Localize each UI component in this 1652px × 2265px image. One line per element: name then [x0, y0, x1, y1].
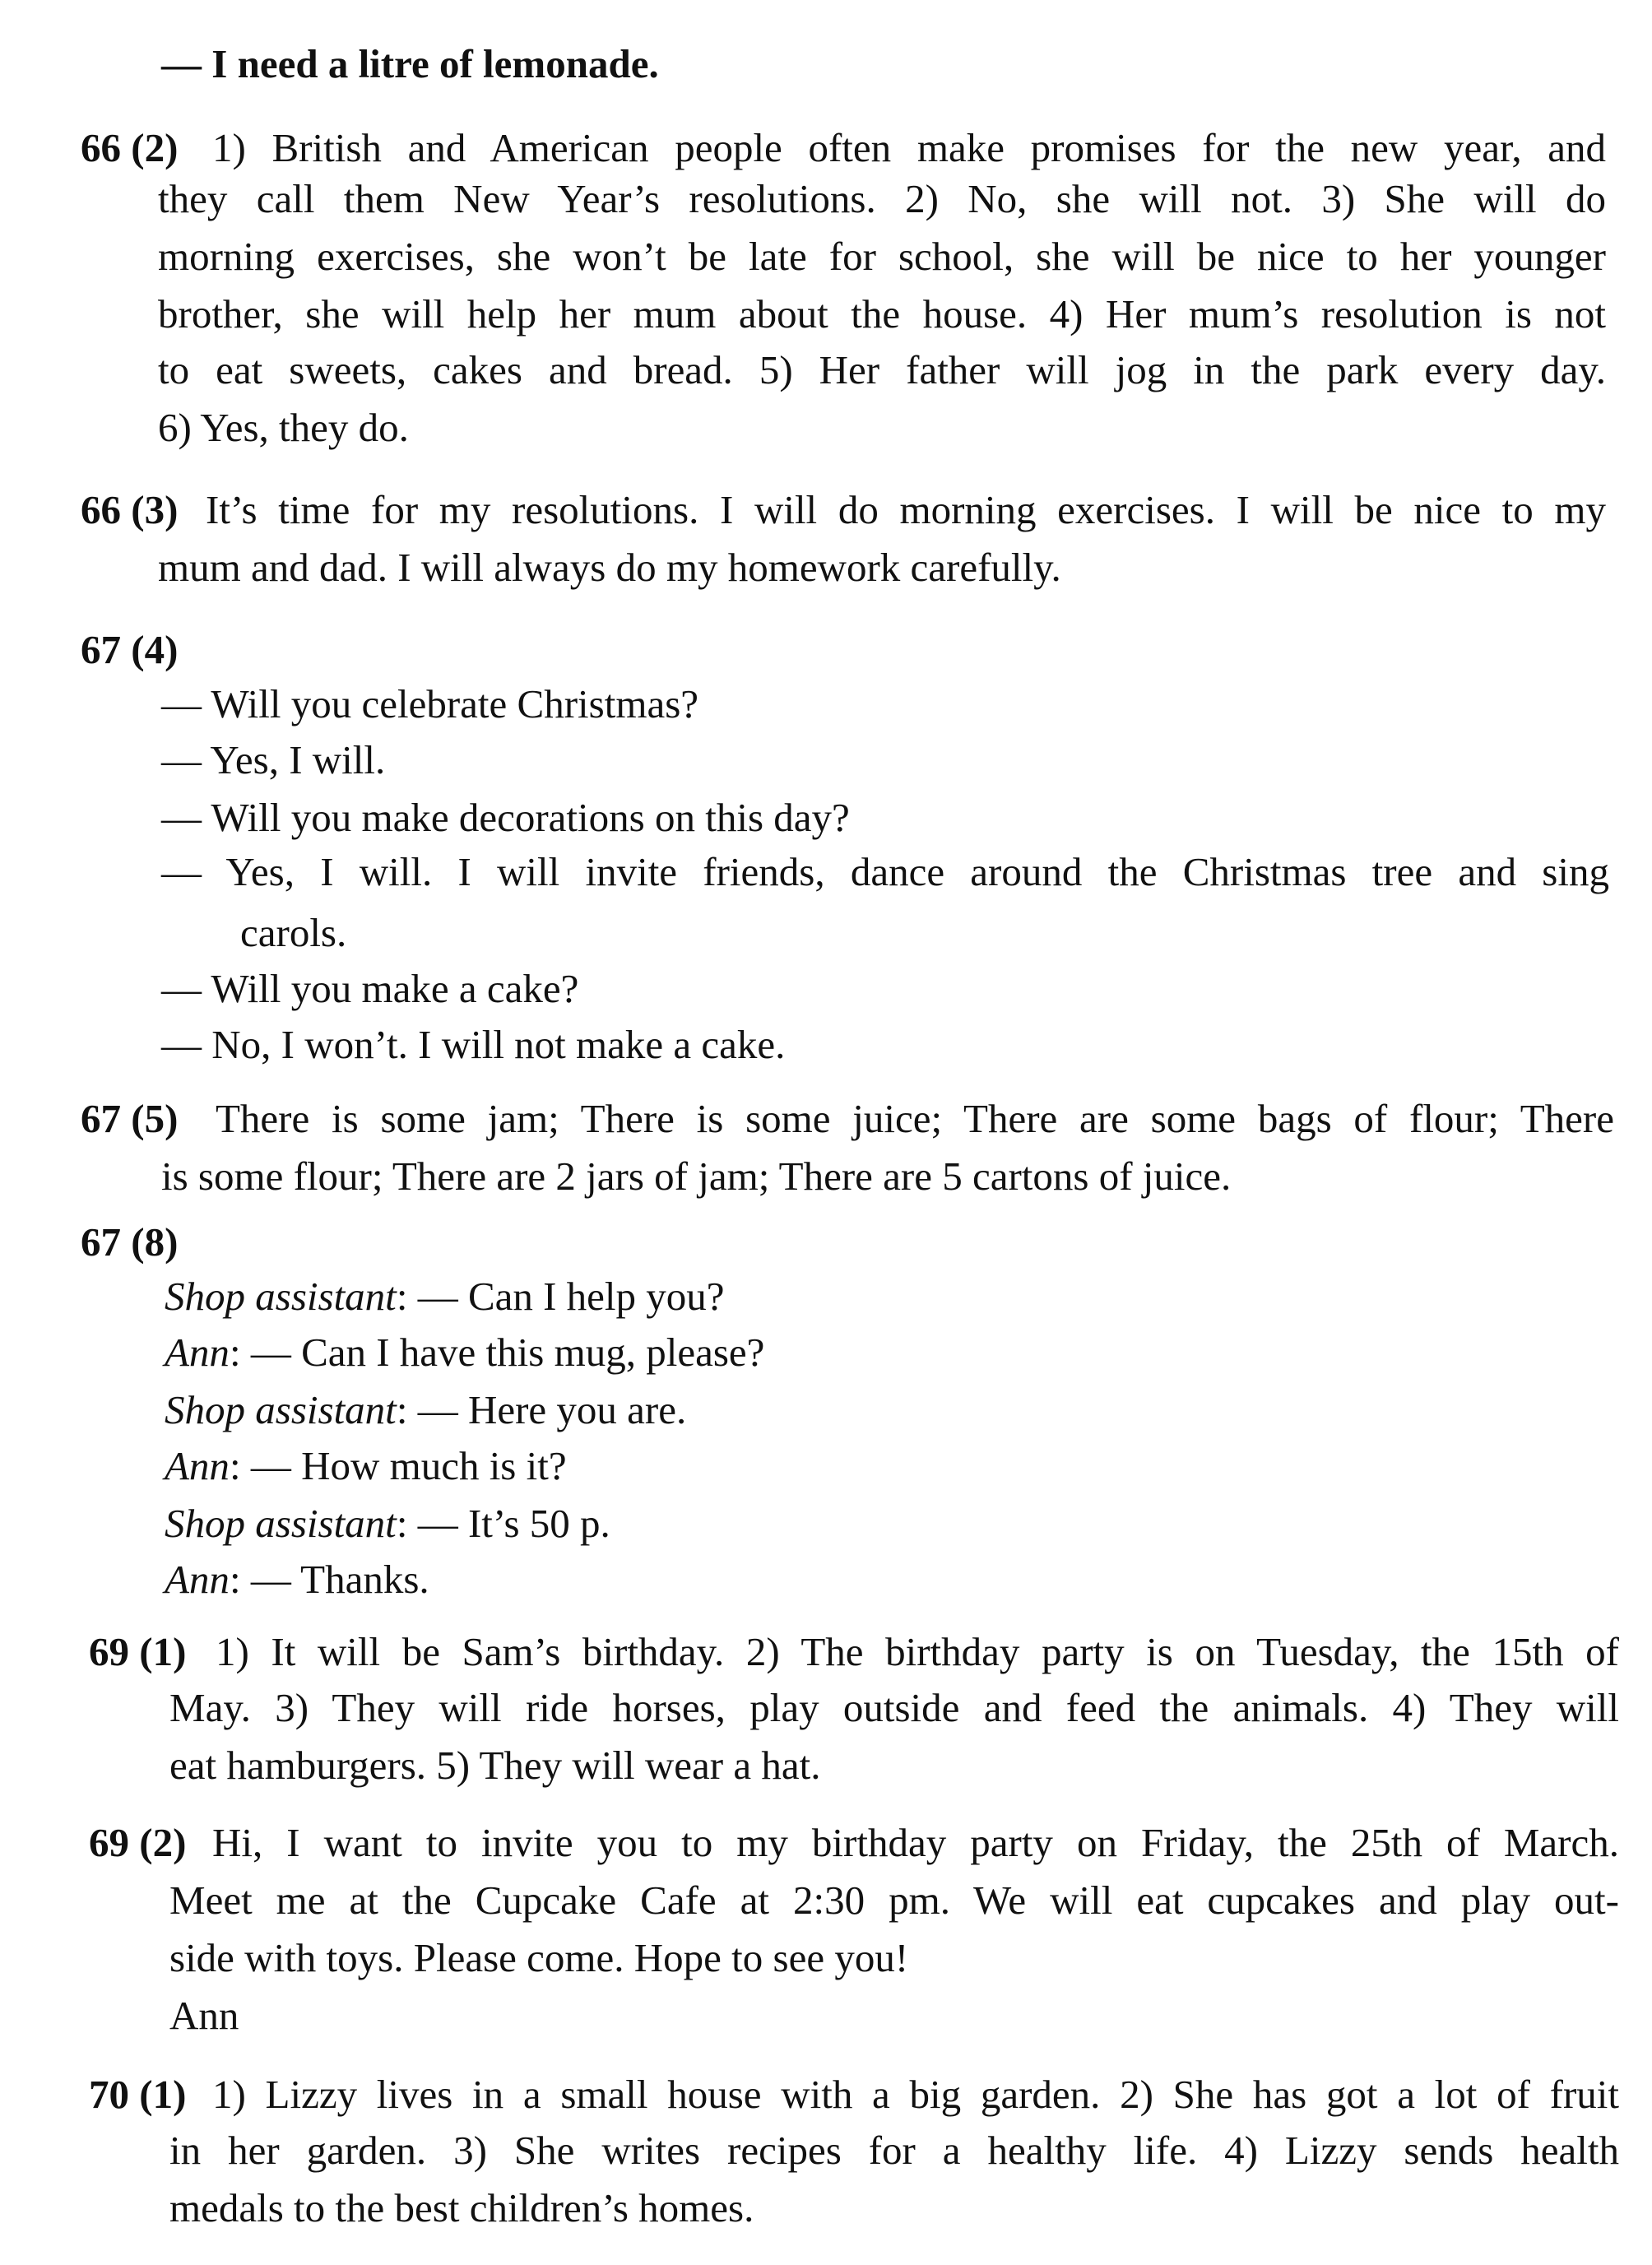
answer-line: 1) British and American people often make promises for the new year, and [212, 125, 1606, 170]
answer-line: side with toys. Please come. Hope to see you! [169, 1935, 909, 1980]
exercise-number: 66 (2) [81, 125, 179, 170]
speaker-name: Shop assistant [165, 1274, 397, 1319]
answer-line: It’s time for my resolutions. I will do morning exercises. I will be nice to my [206, 487, 1606, 532]
answer-line: Hi, I want to invite you to my birthday party on Friday, the 25th of March. [212, 1820, 1619, 1865]
speaker-name: Shop assistant [165, 1387, 397, 1432]
speaker-colon: : [229, 1443, 251, 1488]
dialogue-line: — Will you make decorations on this day? [161, 795, 850, 840]
exercise-number: 67 (5) [81, 1096, 179, 1141]
answer-line: to eat sweets, cakes and bread. 5) Her father will jog in the park every day. [158, 347, 1606, 392]
answer-line: morning exercises, she won’t be late for school, she will be nice to her younger [158, 234, 1606, 279]
dialogue-line: — No, I won’t. I will not make a cake. [161, 1022, 786, 1067]
answer-line: 6) Yes, they do. [158, 405, 409, 450]
answer-line: 1) It will be Sam’s birthday. 2) The birthday party is on Tuesday, the 15th of [216, 1629, 1619, 1674]
answer-line: 1) Lizzy lives in a small house with a big garden. 2) She has got a lot of fruit [212, 2072, 1619, 2117]
speaker-name: Ann [165, 1330, 230, 1375]
dialogue-text: — How much is it? [250, 1443, 567, 1488]
signature-text: Ann [169, 1993, 239, 2038]
answer-line: Meet me at the Cupcake Cafe at 2:30 pm. We will eat cupcakes and play out- [169, 1877, 1619, 1923]
answer-line: brother, she will help her mum about the house. 4) Her mum’s resolution is not [158, 291, 1606, 337]
dialogue-text: — Can I have this mug, please? [250, 1330, 765, 1375]
answer-line: May. 3) They will ride horses, play outside and feed the animals. 4) They will [169, 1685, 1619, 1730]
dialogue-row [165, 1499, 610, 1548]
dialogue-text: — Here you are. [417, 1387, 687, 1432]
speaker-name: Shop assistant [165, 1501, 397, 1546]
dialogue-row [165, 1385, 686, 1435]
answer-line: mum and dad. I will always do my homework carefully. [158, 545, 1061, 590]
dialogue-line: — Yes, I will. I will invite friends, dance around the Christmas tree and sing [161, 849, 1609, 894]
answer-line: in her garden. 3) She writes recipes for a healthy life. 4) Lizzy sends health [169, 2128, 1619, 2173]
speaker-name: Ann [165, 1443, 230, 1488]
speaker-colon: : [396, 1501, 418, 1546]
speaker-colon: : [396, 1274, 418, 1319]
dialogue-line: — Yes, I will. [161, 737, 386, 782]
dialogue-row [165, 1328, 764, 1377]
dialogue-text: — Can I help you? [417, 1274, 725, 1319]
dialogue-line: — Will you make a cake? [161, 966, 579, 1011]
answer-line: is some flour; There are 2 jars of jam; There are 5 cartons of juice. [161, 1153, 1232, 1199]
exercise-number: 66 (3) [81, 487, 179, 532]
speaker-colon: : [396, 1387, 418, 1432]
answer-line: they call them New Year’s resolutions. 2) No, she will not. 3) She will do [158, 176, 1606, 221]
answer-line: There is some jam; There is some juice; There are some bags of flour; There [216, 1096, 1614, 1141]
dialogue-row [165, 1555, 429, 1604]
speaker-colon: : [229, 1330, 251, 1375]
text-line: — I need a litre of lemonade. [161, 41, 659, 86]
exercise-number: 67 (4) [81, 627, 179, 672]
exercise-number: 70 (1) [89, 2072, 187, 2117]
exercise-number: 67 (8) [81, 1219, 179, 1265]
answer-line: eat hamburgers. 5) They will wear a hat. [169, 1743, 821, 1788]
dialogue-line: — Will you celebrate Christmas? [161, 681, 699, 726]
dialogue-row [165, 1441, 567, 1491]
speaker-name: Ann [165, 1557, 230, 1602]
answer-line: medals to the best children’s homes. [169, 2185, 754, 2230]
exercise-number: 69 (1) [89, 1629, 187, 1674]
dialogue-text: — Thanks. [250, 1557, 429, 1602]
dialogue-line: carols. [240, 910, 347, 955]
speaker-colon: : [229, 1557, 251, 1602]
dialogue-row [165, 1272, 725, 1321]
exercise-number: 69 (2) [89, 1820, 187, 1865]
dialogue-text: — It’s 50 p. [417, 1501, 610, 1546]
